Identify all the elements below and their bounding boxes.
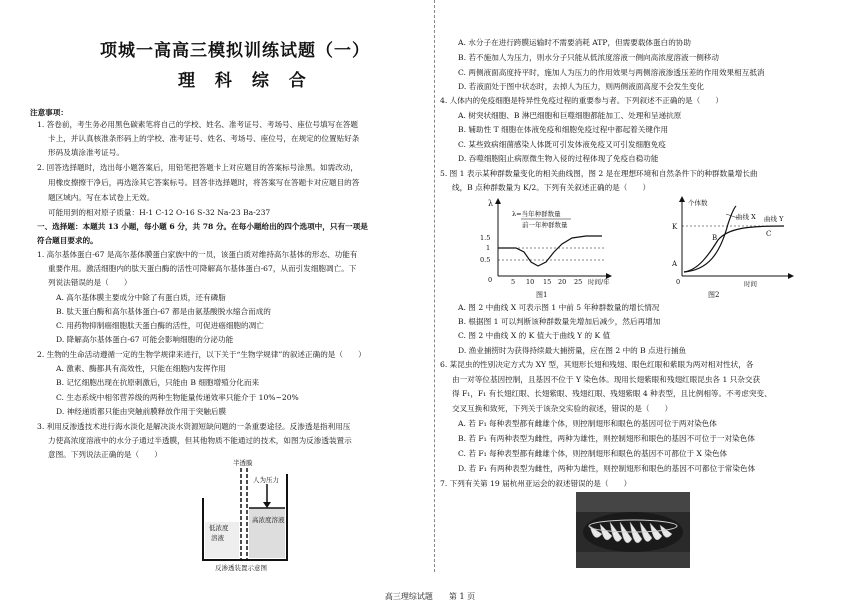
k-label: K [672, 223, 678, 231]
option-line: B. 根据图 1 可以判断该种群数量先增加后减少，然后再增加 [458, 317, 661, 326]
lambda-axis-label: λ [488, 199, 494, 208]
option-line: D. 吞噬细胞阻止病原微生物入侵的过程体现了免疫自稳功能 [458, 154, 659, 163]
option-line: D. 若 F₁ 有两种表型为雌性，两种为雄性，则控制翅形和眼色的基因不可都位于常染色体 [458, 464, 756, 473]
y-tick-label: 1.5 [480, 234, 491, 242]
curve-x [684, 206, 736, 272]
x-tick-label: 25 [574, 278, 583, 286]
x-axis-label: 时间 [744, 280, 757, 288]
option-line: C. 用药物抑制癌细胞肽天蛋白酶的活性，可促进癌细胞的凋亡 [56, 321, 264, 330]
option-line: A. 若 F₁ 每种表型都有雌雄个体，则控制翅形和眼色的基因可位于两对染色体 [458, 419, 717, 428]
x-tick-label: 15 [543, 278, 552, 286]
question-line: 1. 高尔基体蛋白-67 是高尔基体膜蛋白家族中的一员，该蛋白质对维持高尔基体的形态、功能有 [37, 250, 358, 259]
option-line: D. 若液面处于图中状态时，去掉人为压力，则两侧液面高度不会发生变化 [458, 82, 705, 91]
option-line: C. 某些致病细菌感染人体既可引发体液免疫又可引发细胞免疫 [458, 140, 666, 149]
question-line: 列说法错误的是（ ） [48, 278, 132, 287]
lambda-curve [498, 236, 602, 266]
point-b-label: B [712, 234, 718, 242]
option-line: C. 图 2 中曲线 X 的 K 值大于曲线 Y 的 K 值 [458, 331, 611, 340]
notice-line: 形码及填涂准考证号。 [48, 148, 124, 157]
exam-subtitle: 理 科 综 合 [178, 71, 313, 91]
notice-line: 卡上，并认真核准条形码上的学校、准考证号、姓名、考场号、座位号，在规定的位置贴好条 [48, 134, 360, 143]
y-tick-label: 0 [488, 276, 493, 284]
exam-title: 项城一高高三模拟训练试题（一） [100, 41, 370, 61]
x-tick-label: 5 [511, 278, 516, 286]
formula-numerator: λ=当年种群数量 [512, 210, 561, 218]
notice-line: 1. 答卷前，考生务必用黑色碳素笔将自己的学校、姓名、准考证号、考场号、座位号填写在答题 [37, 120, 358, 129]
x-tick-label: 20 [558, 278, 567, 286]
figure-1-lambda-curve [476, 196, 616, 300]
option-line: A. 图 2 中曲线 X 可表示图 1 中前 5 年种群数量的增长情况 [458, 303, 660, 312]
reverse-osmosis-figure [195, 458, 305, 572]
x-axis-label: 时间/年 [588, 278, 610, 286]
question-line: 力使高浓度溶液中的水分子通过半透膜，但其他物质不能通过的技术，如图为反渗透装置示 [48, 436, 352, 445]
x-tick-label: 10 [526, 278, 535, 286]
pressure-label: 人为压力 [253, 476, 279, 484]
question-line: 6. 某昆虫的性别决定方式为 XY 型，其翅形长翅和残翅、眼色红眼和紫眼为两对相对性状，各 [440, 360, 754, 369]
low-concentration-label: 溶液 [211, 534, 224, 542]
option-line: C. 若 F₁ 每种表型都有雌雄个体，则控制翅形和眼色的基因不可都位于 X 染色体 [458, 449, 728, 458]
y-axis-label: 个体数 [688, 199, 708, 207]
formula-denominator: 前一年种群数量 [522, 221, 568, 229]
option-line: B. 肽天蛋白酶和高尔基体蛋白-67 都是由氨基酸脱水缩合而成的 [56, 307, 271, 316]
y-tick-label: 1 [486, 244, 491, 252]
option-line: C. 两侧液面高度持平时，施加人为压力的作用效果与两侧溶液渗透压差的作用效果相互抵消 [458, 68, 765, 77]
option-line: B. 记忆细胞出现在抗原刺激后，只能由 B 细胞增殖分化而来 [56, 378, 260, 387]
notice-line: 题区域内。写在本试卷上无效。 [48, 193, 155, 202]
origin-label: 0 [676, 278, 681, 286]
option-line: A. 树突状细胞、B 淋巴细胞和巨噬细胞都能加工、处理和呈递抗原 [458, 111, 682, 120]
question-line: 交叉互换和致死，下列关于该杂交实验的叙述，错误的是（ ） [452, 404, 673, 413]
figure-caption: 图1 [536, 291, 548, 299]
option-line: A. 水分子在进行跨膜运输时不需要消耗 ATP，但需要载体蛋白的协助 [458, 38, 691, 47]
question-line: 线，B 点种群数量为 K/2。下列有关叙述正确的是（ ） [452, 183, 651, 192]
notice-header: 注意事项： [30, 108, 68, 117]
option-line: B. 若 F₁ 有两种表型为雌性，两种为雄性，则控制翅形和眼色的基因不可位于一对染色体 [458, 434, 755, 443]
section-heading: 一、选择题：本题共 13 小题，每小题 6 分，共 78 分。在每小题给出的四个选项中，只有一项是 [37, 222, 368, 231]
figure-caption: 图2 [708, 291, 720, 299]
figure-2-growth-curves [668, 196, 798, 300]
question-line: 得 F₁，F₁ 有长翅红眼、长翅紫眼、残翅红眼、残翅紫眼 4 种表型，且比例相等。不考虑突变、 [452, 389, 772, 398]
option-line: B. 辅助性 T 细胞在体液免疫和细胞免疫过程中都起着关键作用 [458, 125, 669, 134]
question-line: 4. 人体内的免疫细胞是特异性免疫过程的重要参与者。下列叙述不正确的是（ ） [440, 96, 724, 105]
question-line: 意图。下列说法正确的是（ ） [48, 450, 162, 459]
question-line: 3. 利用反渗透技术进行海水淡化是解决淡水资源短缺问题的一条重要途径。反渗透是指利用压 [37, 422, 351, 431]
option-line: D. 渔业捕捞时为获得持续最大捕捞量，应在图 2 中的 B 点进行捕鱼 [458, 346, 687, 355]
option-line: B. 若不施加人为压力，则水分子只能从低浓度溶液一侧向高浓度溶液一侧移动 [458, 53, 719, 62]
question-line: 重要作用。激活细胞内的肽天蛋白酶的活性可降解高尔基体蛋白-67，从而引发细胞凋亡。下 [48, 264, 357, 273]
membrane-label: 半透膜 [233, 459, 253, 467]
figure-caption: 反渗透装置示意图 [215, 564, 267, 572]
notice-line: 用橡皮擦擦干净后，再选涂其它答案标号。回答非选择题时，将答案写在答题卡对应题目的答 [48, 178, 360, 187]
question-line: 7. 下列有关第 19 届杭州亚运会的叙述错误的是（ ） [440, 479, 632, 488]
notice-line: 可能用到的相对原子质量：H-1 C-12 O-16 S-32 Na-23 Ba-237 [48, 208, 271, 217]
question-line: 由一对等位基因控制，且基因不位于 Y 染色体。现用长翅紫眼和残翅红眼昆虫各 1 只杂交获 [452, 375, 761, 384]
option-line: A. 激素、酶都具有高效性，只能在细胞内发挥作用 [56, 364, 226, 373]
option-line: D. 神经递质都只能由突触前膜释放作用于突触后膜 [56, 407, 227, 416]
low-concentration-label: 低浓度 [209, 524, 229, 532]
y-tick-label: 0.5 [480, 256, 491, 264]
option-line: C. 生态系统中相邻营养级的两种生物能量传递效率只能介于 10%~20% [56, 393, 299, 402]
option-line: D. 降解高尔基体蛋白-67 可能会影响细胞的分泌功能 [56, 335, 234, 344]
curve-x-label: 曲线 X [736, 213, 756, 221]
point-a-label: A [672, 260, 678, 268]
curve-y-label: 曲线 Y [764, 215, 784, 223]
question-line: 5. 图 1 表示某种群数量变化的相关曲线图，图 2 是在理想环境和自然条件下的种群数量增长曲 [440, 169, 758, 178]
high-concentration-label: 高浓度溶液 [252, 516, 285, 524]
question-line: 2. 生物的生命活动遵循一定的生物学规律来进行，以下关于“生物学规律”的叙述正确的是（ ） [37, 350, 366, 359]
section-heading: 符合题目要求的。 [37, 236, 98, 245]
asian-games-venue-photo [576, 492, 690, 568]
column-divider [434, 0, 435, 572]
point-c-label: C [766, 230, 772, 238]
page-footer: 高三理综试题 第 1 页 [384, 592, 476, 601]
notice-line: 2. 回答选择题时，选出每小题答案后，用铅笔把答题卡上对应题目的答案标号涂黑。如需改动， [37, 163, 358, 172]
option-line: A. 高尔基体膜主要成分中除了有蛋白质，还有磷脂 [56, 293, 226, 302]
